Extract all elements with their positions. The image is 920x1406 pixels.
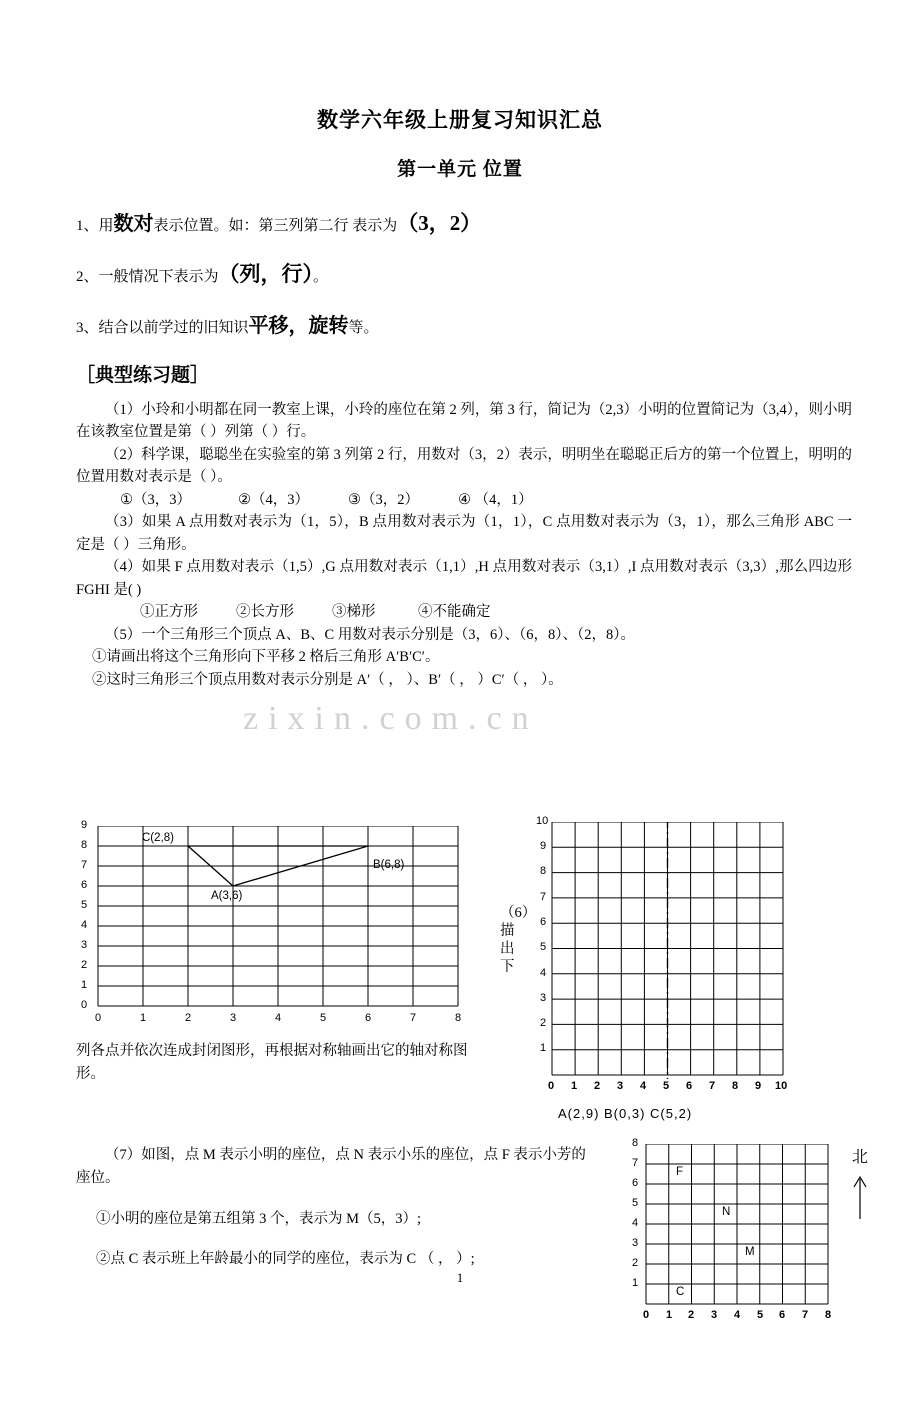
q2-option-3: ③（3，2） [348, 491, 419, 508]
x-tick-8: 8 [825, 1309, 832, 1321]
x-tick-4: 4 [734, 1309, 741, 1321]
x-tick-3: 3 [617, 1080, 624, 1092]
y-tick-8: 8 [81, 839, 88, 851]
question-6-vertical: （6）描出下 [500, 905, 537, 976]
q4-option-1: ①正方形 [140, 604, 198, 621]
q4-option-3: ③梯形 [332, 604, 376, 621]
y-tick-4: 4 [540, 967, 547, 979]
question-3: （3）如果 A 点用数对表示为（1，5），B 点用数对表示为（1，1），C 点用数对表示为（3，1），那么三角形 ABC 一定是（ ）三角形。 [76, 514, 852, 553]
x-tick-1: 1 [140, 1012, 147, 1024]
y-tick-7: 7 [632, 1157, 639, 1169]
question-6-tail: 列各点并依次连成封闭图形，再根据对称轴画出它的轴对称图形。 [76, 1043, 468, 1083]
q2-option-4: ④ （4，1） [458, 491, 533, 508]
watermark: zixin.com.cn [243, 700, 539, 737]
seat-point-N: N [722, 1206, 731, 1218]
document-page [0, 104, 920, 1406]
triangle-graph-svg [76, 826, 496, 1036]
question-5b: ②这时三角形三个顶点用数对表示分别是 A′（ ， ）、B′（ ， ）C′（ ， ）。 [92, 671, 563, 688]
x-tick-2: 2 [688, 1309, 695, 1321]
question-7b: ②点 C 表示班上年龄最小的同学的座位，表示为 C （ ， ）; [96, 1251, 475, 1267]
y-tick-10: 10 [536, 815, 549, 827]
x-tick-6: 6 [365, 1012, 372, 1024]
y-tick-1: 1 [81, 979, 88, 991]
question-2-options [120, 489, 920, 511]
knowledge-item-1 [76, 207, 850, 237]
x-tick-2: 2 [185, 1012, 192, 1024]
k1-mid: 表示位置。如：第三列第二行 表示为 [153, 218, 398, 234]
y-tick-3: 3 [632, 1237, 639, 1249]
y-tick-8: 8 [540, 865, 547, 877]
y-tick-0: 0 [81, 999, 88, 1011]
question-1: （1）小玲和小明都在同一教室上课，小玲的座位在第 2 列，第 3 行，简记为（2,3）小明的位置简记为（3,4），则小明在该教室位置是第（ ）列第（ ）行。 [76, 402, 852, 441]
x-tick-7: 7 [410, 1012, 417, 1024]
x-tick-10: 10 [775, 1080, 788, 1092]
x-tick-6: 6 [779, 1309, 786, 1321]
seat-point-F: F [676, 1166, 684, 1178]
question-6-points: A(2,9) B(0,3) C(5,2) [558, 1106, 693, 1121]
y-tick-3: 3 [81, 939, 88, 951]
y-tick-6: 6 [632, 1177, 639, 1189]
x-tick-0: 0 [643, 1309, 650, 1321]
knowledge-item-2 [76, 258, 850, 288]
question-5: （5）一个三角形三个顶点 A、B、C 用数对表示分别是（3，6）、（6，8）、（2，8）。 [105, 626, 636, 643]
y-tick-5: 5 [81, 899, 88, 911]
q2-option-1: ①（3，3） [120, 491, 191, 508]
k2-keyword: （列，行） [218, 262, 314, 286]
k2-post: 。 [313, 269, 329, 285]
y-tick-9: 9 [540, 840, 547, 852]
seat-point-C: C [676, 1286, 685, 1298]
k3-pre: 3、结合以前学过的旧知识 [76, 320, 249, 336]
y-tick-7: 7 [81, 859, 88, 871]
y-tick-4: 4 [81, 919, 88, 931]
k1-pre: 1、用 [76, 218, 114, 234]
y-tick-1: 1 [540, 1042, 547, 1054]
x-tick-1: 1 [666, 1309, 673, 1321]
seat-grid-svg [628, 1144, 843, 1329]
x-tick-7: 7 [709, 1080, 716, 1092]
x-tick-3: 3 [230, 1012, 237, 1024]
x-tick-1: 1 [571, 1080, 578, 1092]
point-label-C: C(2,8) [142, 832, 174, 844]
y-tick-9: 9 [81, 819, 88, 831]
y-tick-2: 2 [540, 1017, 547, 1029]
y-tick-2: 2 [632, 1257, 639, 1269]
chart-symmetry-grid [530, 815, 830, 1122]
y-tick-6: 6 [81, 879, 88, 891]
seat-point-M: M [745, 1246, 755, 1258]
y-tick-1: 1 [632, 1277, 639, 1289]
k2-pre: 2、一般情况下表示为 [76, 269, 219, 285]
knowledge-item-3 [76, 309, 850, 338]
symmetry-grid-svg [530, 822, 820, 1112]
page-title: 数学六年级上册复习知识汇总 [317, 108, 603, 132]
x-tick-4: 4 [275, 1012, 282, 1024]
point-label-A: A(3,6) [211, 890, 243, 902]
x-tick-5: 5 [663, 1080, 670, 1092]
compass-north [845, 1144, 875, 1224]
question-7a: ①小明的座位是第五组第 3 个，表示为 M（5，3）; [96, 1211, 422, 1227]
y-tick-5: 5 [540, 941, 547, 953]
k3-post: 等。 [348, 320, 379, 336]
exercises-heading: ［典型练习题］ [76, 365, 210, 386]
k1-keyword: 数对 [113, 213, 154, 235]
x-tick-9: 9 [755, 1080, 762, 1092]
x-tick-5: 5 [320, 1012, 327, 1024]
chart-triangle-graph [76, 819, 496, 1036]
question-4: （4）如果 F 点用数对表示（1,5）,G 点用数对表示（1,1）,H 点用数对表示（3,1）,I 点用数对表示（3,3）,那么四边形 FGHI 是( ) [76, 559, 852, 598]
x-tick-7: 7 [802, 1309, 809, 1321]
y-tick-8: 8 [632, 1137, 639, 1149]
k3-keyword: 平移，旋转 [248, 315, 349, 337]
x-tick-8: 8 [455, 1012, 462, 1024]
x-tick-2: 2 [594, 1080, 601, 1092]
chart-seat-grid [628, 1137, 843, 1334]
question-7: （7）如图，点 M 表示小明的座位，点 N 表示小乐的座位，点 F 表示小芳的座位。 [76, 1147, 586, 1187]
point-label-B: B(6,8) [373, 859, 405, 871]
x-tick-5: 5 [757, 1309, 764, 1321]
y-tick-7: 7 [540, 891, 547, 903]
x-tick-6: 6 [686, 1080, 693, 1092]
q2-option-2: ②（4，3） [238, 491, 309, 508]
unit-subtitle: 第一单元 位置 [397, 159, 523, 180]
y-tick-4: 4 [632, 1217, 639, 1229]
k1-value: （3，2） [397, 211, 482, 235]
question-5a: ①请画出将这个三角形向下平移 2 格后三角形 A′B′C′。 [92, 649, 440, 666]
question-2: （2）科学课，聪聪坐在实验室的第 3 列第 2 行，用数对（3，2）表示，明明坐在聪聪正后方的第一个位置上，明明的位置用数对表示是（ ）。 [76, 446, 852, 486]
y-tick-2: 2 [81, 959, 88, 971]
q4-option-2: ②长方形 [236, 604, 294, 621]
question-4-options [140, 601, 920, 623]
q4-option-4: ④不能确定 [418, 604, 491, 621]
x-tick-8: 8 [732, 1080, 739, 1092]
x-tick-3: 3 [711, 1309, 718, 1321]
x-tick-4: 4 [640, 1080, 647, 1092]
x-tick-0: 0 [95, 1012, 102, 1024]
page-number: 1 [456, 1270, 464, 1285]
y-tick-5: 5 [632, 1197, 639, 1209]
y-tick-3: 3 [540, 992, 547, 1004]
north-arrow-icon [849, 1173, 871, 1219]
north-label: 北 [851, 1149, 868, 1166]
y-tick-6: 6 [540, 916, 547, 928]
x-tick-0: 0 [548, 1080, 555, 1092]
